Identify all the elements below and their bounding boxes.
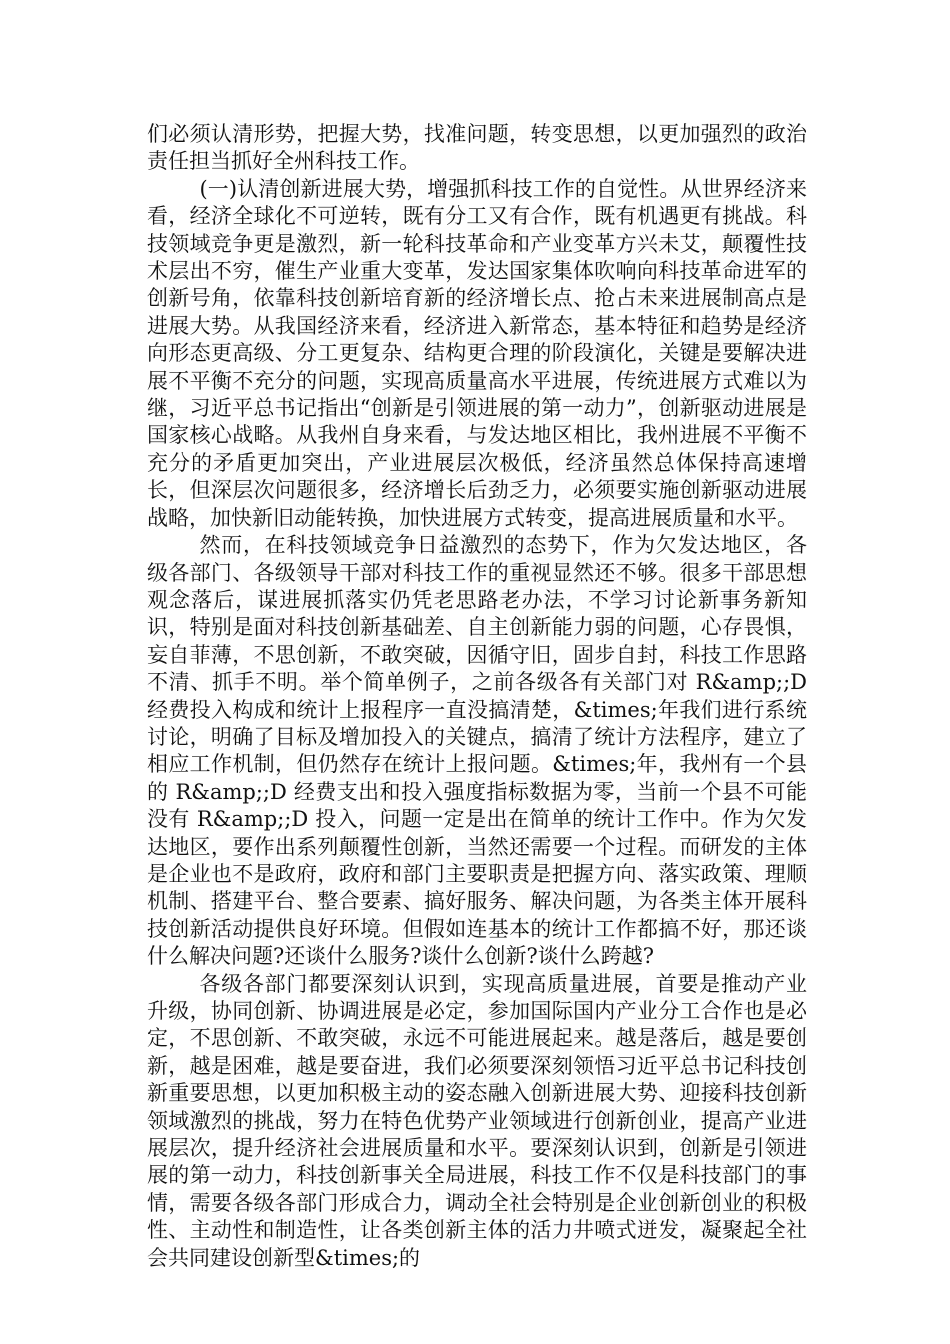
paragraph-3: 然而，在科技领域竞争日益激烈的态势下，作为欠发达地区，各级各部门、各级领导干部对科技工作的重视显然还不够。很多干部思想观念落后，谋进展抓落实仍凭老思路老办法，不学习讨论新事务新知识，特别是面对科技创新基础差、自主创新能力弱的问题，心存畏惧，妄自菲薄，不思创新，不敢突破，因循守旧，固步自封，科技工作思路不清、抓手不明。举个简单例子，之前各级各有关部门对 R&amp;;D 经费投入构成和统计上报程序一直没搞清楚，&times;年我们进行系统讨论，明确了目标及增加投入的关键点，搞清了统计方法程序，建立了相应工作机制，但仍然存在统计上报问题。&times;年，我州有一个县的 R&amp;;D 经费支出和投入强度指标数据为零，当前一个县不可能没有 R&amp;;D 投入，问题一定是出在简单的统计工作中。作为欠发达地区，要作出系列颠覆性创新，当然还需要一个过程。而研发的主体是企业也不是政府，政府和部门主要职责是把握方向、落实政策、理顺机制、搭建平台、整合要素、搞好服务、解决问题，为各类主体开展科技创新活动提供良好环境。但假如连基本的统计工作都搞不好，那还谈什么解决问题?还谈什么服务?谈什么创新?谈什么跨越? <box>147 533 807 969</box>
paragraph-2: (一)认清创新进展大势，增强抓科技工作的自觉性。从世界经济来看，经济全球化不可逆转，既有分工又有合作，既有机遇更有挑战。科技领域竞争更是激烈，新一轮科技革命和产业变革方兴未艾，颠覆性技术层出不穷，催生产业重大变革，发达国家集体吹响向科技革命进军的创新号角，依靠科技创新培育新的经济增长点、抢占未来进展制高点是进展大势。从我国经济来看，经济进入新常态，基本特征和趋势是经济向形态更高级、分工更复杂、结构更合理的阶段演化，关键是要解决进展不平衡不充分的问题，实现高质量高水平进展，传统进展方式难以为继，习近平总书记指出“创新是引领进展的第一动力”，创新驱动进展是国家核心战略。从我州自身来看，与发达地区相比，我州进展不平衡不充分的矛盾更加突出，产业进展层次极低，经济虽然总体保持高速增长，但深层次问题很多，经济增长后劲乏力，必须要实施创新驱动进展战略，加快新旧动能转换，加快进展方式转变，提高进展质量和水平。 <box>147 176 807 530</box>
body-text <box>147 121 807 1272</box>
paragraph-1: 们必须认清形势，把握大势，找准问题，转变思想，以更加强烈的政治责任担当抓好全州科技工作。 <box>147 122 807 174</box>
paragraph-4: 各级各部门都要深刻认识到，实现高质量进展，首要是推动产业升级，协同创新、协调进展是必定，参加国际国内产业分工合作也是必定，不思创新、不敢突破，永远不可能进展起来。越是落后，越是要创新，越是困难，越是要奋进，我们必须要深刻领悟习近平总书记科技创新重要思想，以更加积极主动的姿态融入创新进展大势、迎接科技创新领域激烈的挑战，努力在特色优势产业领域进行创新创业，提高产业进展层次，提升经济社会进展质量和水平。要深刻认识到，创新是引领进展的第一动力，科技创新事关全局进展，科技工作不仅是科技部门的事情，需要各级各部门形成合力，调动全社会特别是企业创新创业的积极性、主动性和制造性，让各类创新主体的活力井喷式迸发，凝聚起全社会共同建设创新型&times;的 <box>147 971 807 1270</box>
